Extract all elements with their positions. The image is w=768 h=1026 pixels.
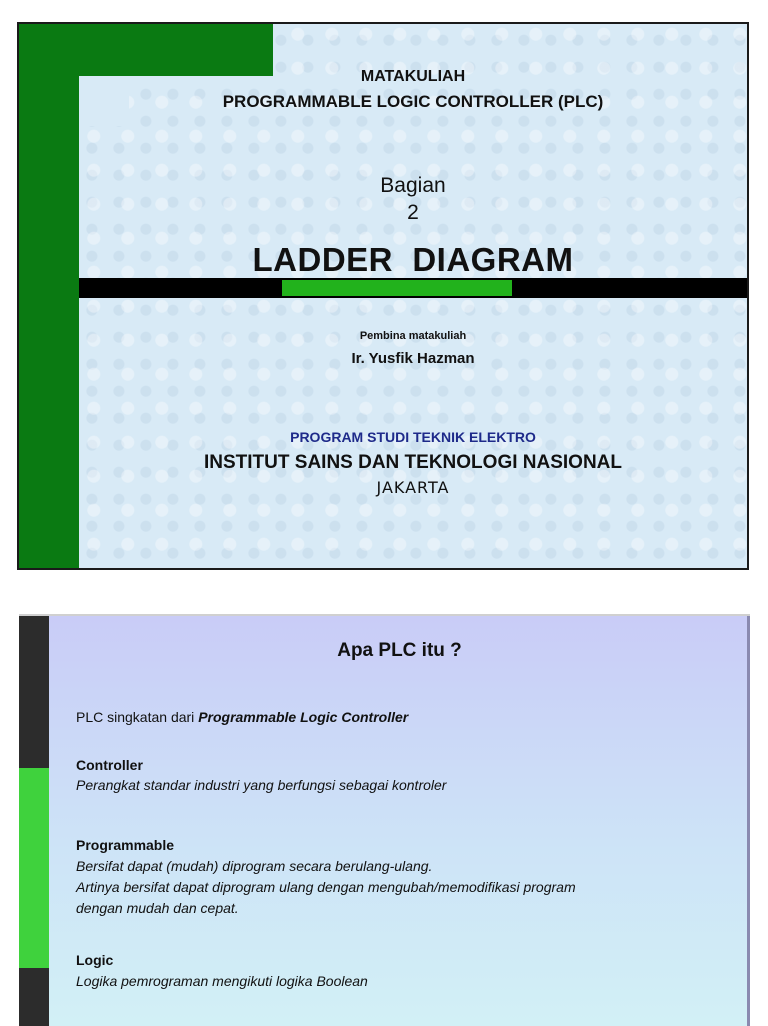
controller-definition: Perangkat standar industri yang berfungsi sebagai kontroler [76,777,447,793]
slide-heading: Apa PLC itu ? [337,640,462,661]
sidebar-green-accent [19,768,49,968]
logic-term: Logic [76,952,114,968]
course-label: MATAKULIAH [360,68,466,85]
slide-right-edge [747,616,750,1026]
part-number: 2 [407,201,419,224]
lecturer-label: Pembina matakuliah [359,330,467,342]
part-label: Bagian [380,174,446,197]
institute-name: INSTITUT SAINS DAN TEKNOLOGI NASIONAL [204,452,622,473]
intro-line [76,708,408,727]
logic-definition: Logika pemrograman mengikuti logika Boolean [76,973,368,989]
programmable-definition-line: Artinya bersifat dapat diprogram ulang dengan mengubah/memodifikasi program [76,879,576,895]
city-name: JAKARTA [376,478,450,497]
title-slide [17,22,749,570]
programmable-term: Programmable [76,837,175,853]
programmable-definition-line: Bersifat dapat (mudah) diprogram secara berulang-ulang. [76,858,433,874]
study-program: PROGRAM STUDI TEKNIK ELEKTRO [290,429,536,445]
controller-term: Controller [76,757,143,773]
green-frame-left [19,24,79,568]
slide-title: LADDER DIAGRAM [252,241,574,278]
lecturer-name: Ir. Yusfik Hazman [351,350,475,367]
intro-prefix: PLC singkatan dari [76,709,199,725]
title-underline-accent [282,280,512,296]
course-name: PROGRAMMABLE LOGIC CONTROLLER (PLC) [222,92,604,111]
programmable-definition-line: dengan mudah dan cepat. [76,900,239,916]
intro-term: Programmable Logic Controller [198,709,409,725]
definition-slide [19,614,750,1026]
